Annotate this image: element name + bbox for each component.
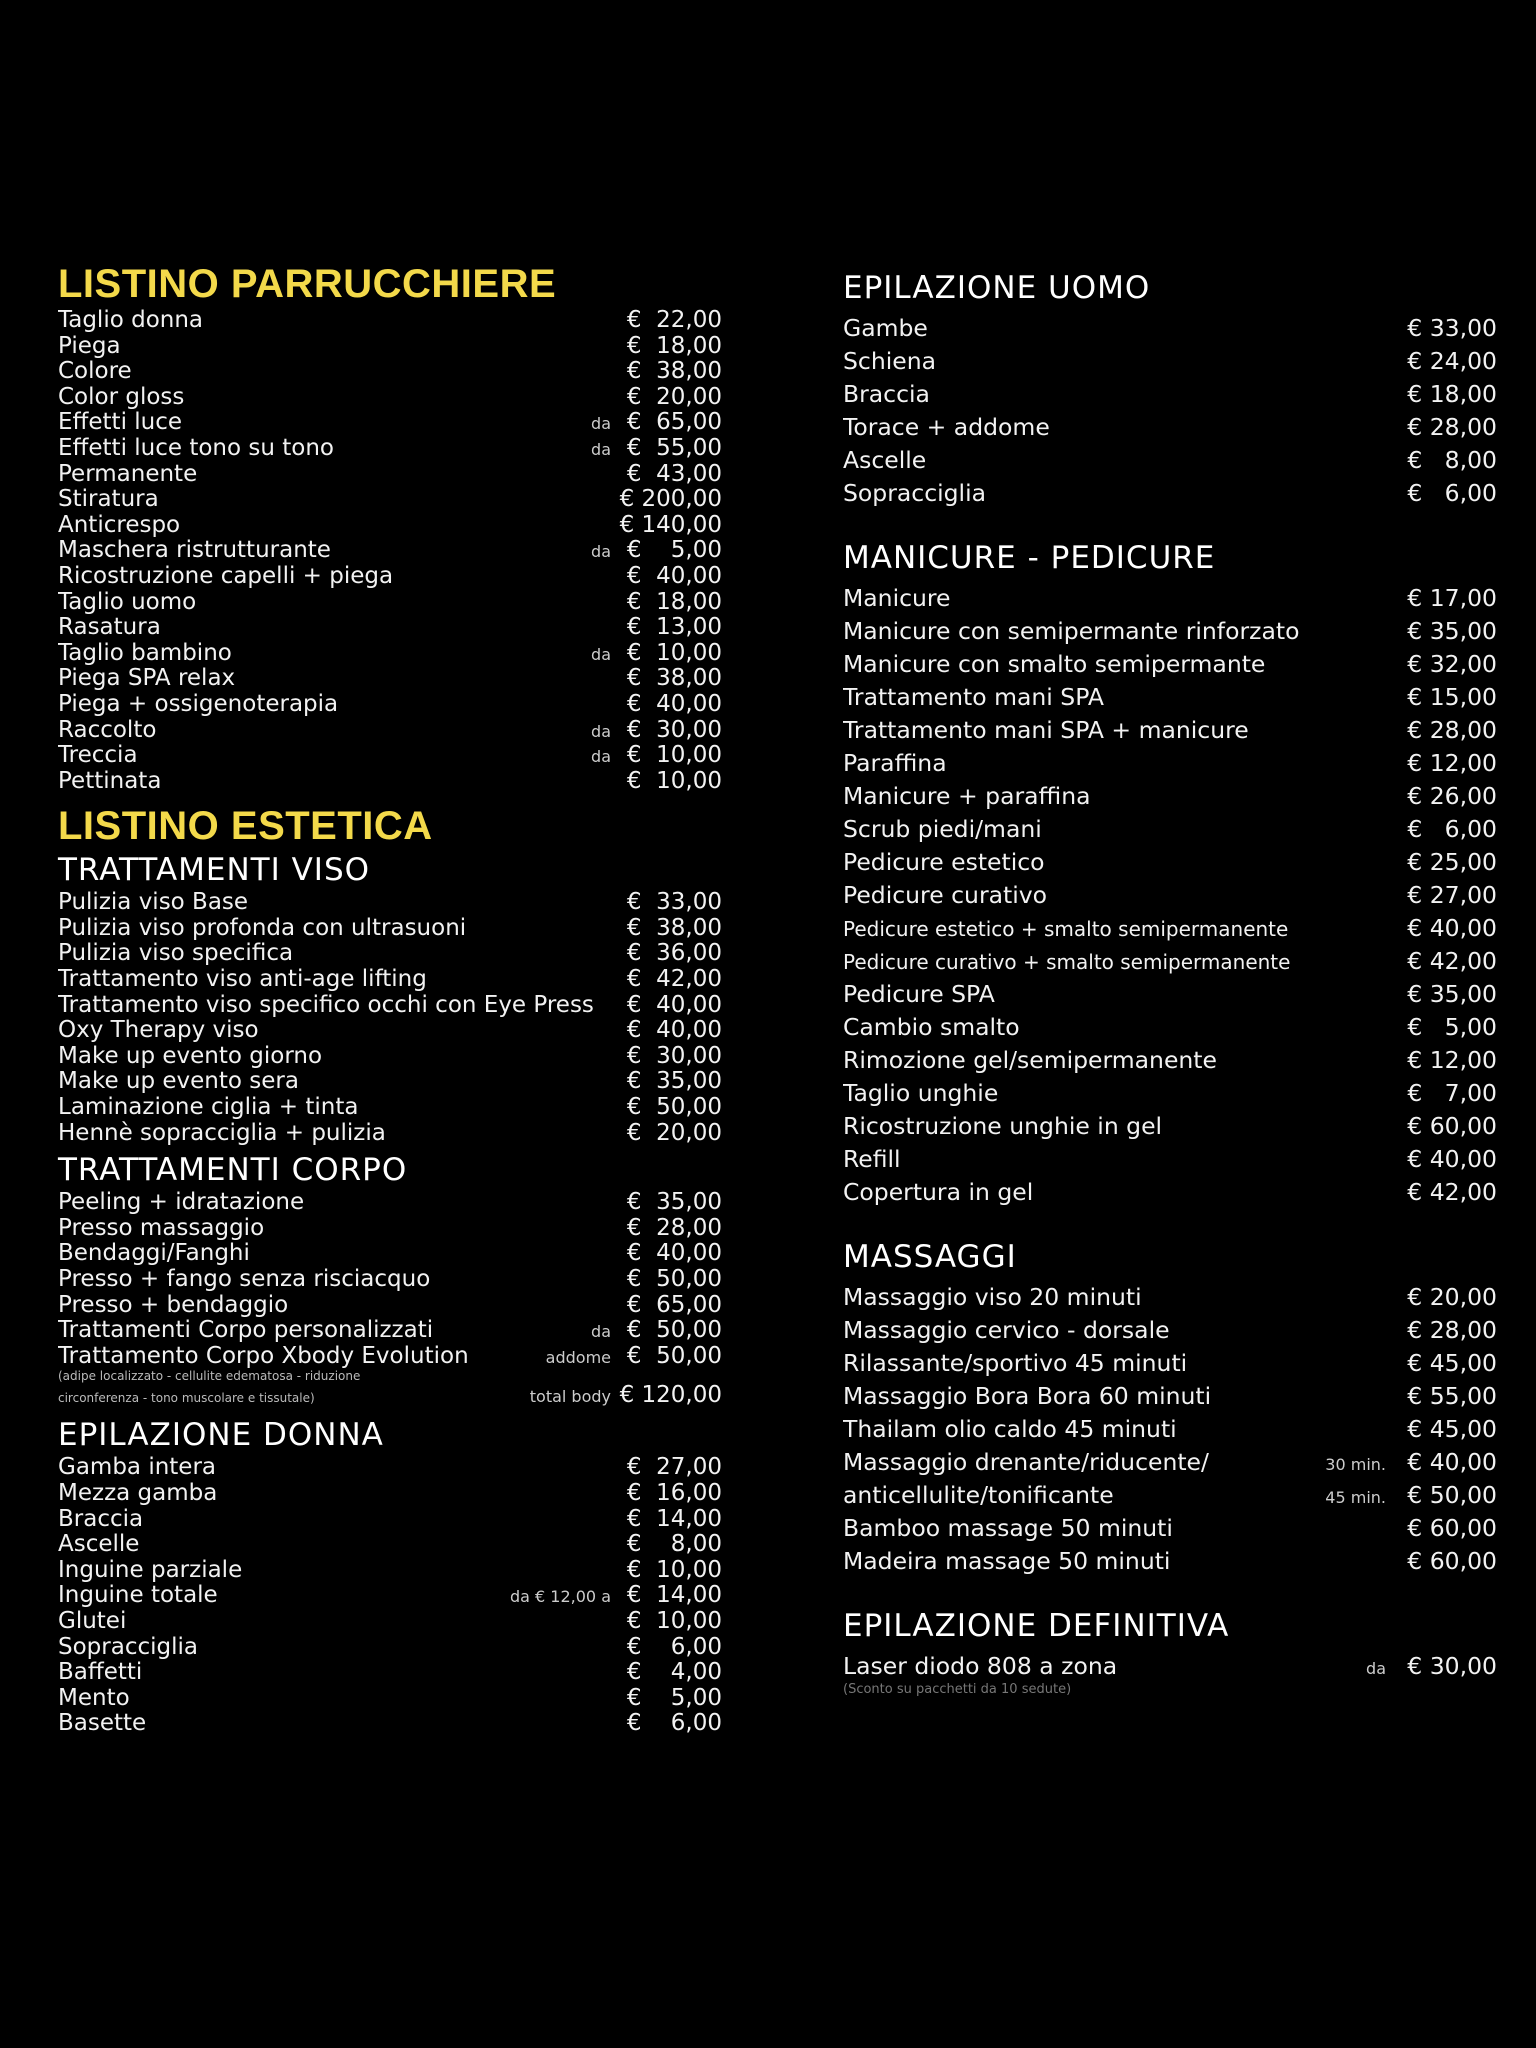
item-price: € 14,00 xyxy=(626,1582,722,1609)
item-price: € 14,00 xyxy=(626,1505,722,1532)
price-row xyxy=(58,1481,722,1507)
item-price: € 42,00 xyxy=(1407,947,1497,975)
price-prefix: addome xyxy=(545,1347,611,1367)
definitiva-note: (Sconto su pacchetti da 10 sedute) xyxy=(843,1682,1072,1697)
item-price: € 6,00 xyxy=(626,1710,722,1737)
item-price: € 60,00 xyxy=(1407,1547,1497,1575)
price-prefix: da xyxy=(591,747,611,767)
price-row xyxy=(58,1609,722,1635)
item-name: Bamboo massage 50 minuti xyxy=(843,1514,1173,1542)
price-row xyxy=(58,1216,722,1242)
item-name: Piega + ossigenoterapia xyxy=(58,691,339,717)
item-price: € 50,00 xyxy=(626,1342,722,1369)
item-price: € 22,00 xyxy=(626,307,722,333)
donna-list xyxy=(58,1455,722,1737)
item-name: Taglio unghie xyxy=(843,1079,999,1107)
item-price: € 13,00 xyxy=(626,614,722,641)
item-price: € 27,00 xyxy=(1407,881,1497,909)
section-gap xyxy=(843,510,1497,540)
item-name: Effetti luce tono su tono xyxy=(58,435,334,461)
item-name: Torace + addome xyxy=(843,413,1050,441)
item-name: Pedicure estetico + smalto semipermanente xyxy=(843,917,1289,941)
item-name: Inguine parziale xyxy=(58,1557,243,1583)
price-row xyxy=(843,615,1497,648)
item-name: Trattamento mani SPA xyxy=(843,683,1104,711)
price-row xyxy=(843,879,1497,912)
item-name: Laser diodo 808 a zona xyxy=(843,1652,1118,1680)
price-prefix: da xyxy=(591,542,611,562)
item-name: Inguine totale xyxy=(58,1583,218,1609)
item-name: Raccolto xyxy=(58,717,157,743)
item-price: € 55,00 xyxy=(1407,1382,1497,1410)
price-row xyxy=(58,1095,722,1121)
item-name: Rimozione gel/semipermanente xyxy=(843,1046,1217,1074)
definitiva-title: EPILAZIONE DEFINITIVA xyxy=(843,1608,1230,1644)
item-name: Braccia xyxy=(58,1506,144,1532)
price-row xyxy=(58,916,722,942)
item-name: Braccia xyxy=(843,380,930,408)
item-name: Effetti luce xyxy=(58,410,183,436)
price-row xyxy=(843,813,1497,846)
item-name: Madeira massage 50 minuti xyxy=(843,1547,1171,1575)
item-price: € 6,00 xyxy=(1407,479,1497,507)
item-price: € 32,00 xyxy=(1407,650,1497,678)
price-row xyxy=(843,312,1497,345)
item-name: Mezza gamba xyxy=(58,1480,218,1506)
item-price: € 28,00 xyxy=(1407,413,1497,441)
item-name: Make up evento sera xyxy=(58,1069,299,1095)
item-price: € 35,00 xyxy=(1407,980,1497,1008)
uomo-title: EPILAZIONE UOMO xyxy=(843,270,1151,306)
price-prefix: da € 12,00 a xyxy=(509,1587,611,1607)
item-price: € 40,00 xyxy=(1407,914,1497,942)
item-name: Pulizia viso profonda con ultrasuoni xyxy=(58,915,467,941)
item-name: Ricostruzione unghie in gel xyxy=(843,1112,1163,1140)
item-name: Manicure con smalto semipermante xyxy=(843,650,1266,678)
viso-list xyxy=(58,890,722,1146)
item-price: € 65,00 xyxy=(626,1291,722,1318)
item-price: € 50,00 xyxy=(626,1317,722,1344)
item-name: Stiratura xyxy=(58,487,159,513)
mani-title: MANICURE - PEDICURE xyxy=(843,540,1216,576)
item-name: Color gloss xyxy=(58,384,185,410)
price-row xyxy=(843,714,1497,747)
item-price: € 30,00 xyxy=(626,1042,722,1069)
item-name: Presso + fango senza risciacquo xyxy=(58,1267,431,1292)
item-price: € 18,00 xyxy=(626,332,722,359)
item-name: Taglio donna xyxy=(58,308,204,333)
item-name: Pulizia viso Base xyxy=(58,890,249,916)
item-name: Presso massaggio xyxy=(58,1215,265,1241)
corpo-list xyxy=(58,1190,722,1344)
item-name: Manicure xyxy=(843,584,951,612)
item-name: Taglio uomo xyxy=(58,589,197,615)
item-price: € 7,00 xyxy=(1407,1079,1497,1107)
item-price: € 35,00 xyxy=(626,1068,722,1095)
xbody-note-1: (adipe localizzato - cellulite edematosa - riduzione xyxy=(58,1369,361,1384)
item-price: € 120,00 xyxy=(619,1382,722,1409)
price-row xyxy=(843,1380,1497,1413)
xbody-row xyxy=(58,1344,722,1370)
item-price: € 8,00 xyxy=(1407,446,1497,474)
item-price: € 16,00 xyxy=(626,1479,722,1506)
item-price: € 24,00 xyxy=(1407,347,1497,375)
section-gap xyxy=(843,1578,1497,1608)
item-name: Maschera ristrutturante xyxy=(58,538,331,564)
item-name: Massaggio drenante/riducente/ xyxy=(843,1448,1209,1476)
item-name: Gambe xyxy=(843,314,928,342)
item-price: € 15,00 xyxy=(1407,683,1497,711)
price-row xyxy=(58,359,722,385)
price-row xyxy=(843,477,1497,510)
price-row xyxy=(58,334,722,360)
item-price: € 35,00 xyxy=(1407,617,1497,645)
price-row xyxy=(843,1479,1497,1512)
item-price: € 50,00 xyxy=(1407,1481,1497,1509)
xbody-note-row xyxy=(58,1369,722,1383)
item-price: € 28,00 xyxy=(626,1214,722,1241)
price-row xyxy=(58,1241,722,1267)
price-row xyxy=(58,941,722,967)
price-row xyxy=(843,912,1497,945)
price-row xyxy=(843,1110,1497,1143)
item-price: € 10,00 xyxy=(626,639,722,666)
item-name: Pettinata xyxy=(58,768,162,794)
price-row xyxy=(843,582,1497,615)
item-price: € 20,00 xyxy=(1407,1283,1497,1311)
item-name: Paraffina xyxy=(843,749,947,777)
item-price: € 42,00 xyxy=(626,966,722,993)
item-price: € 45,00 xyxy=(1407,1349,1497,1377)
item-name: Baffetti xyxy=(58,1660,143,1686)
item-name: Make up evento giorno xyxy=(58,1043,323,1069)
price-row xyxy=(843,747,1497,780)
item-name: Trattamenti Corpo personalizzati xyxy=(58,1318,434,1344)
estetica-title: LISTINO ESTETICA xyxy=(58,804,433,849)
price-row xyxy=(58,1507,722,1533)
item-price: € 10,00 xyxy=(626,742,722,769)
item-price: € 60,00 xyxy=(1407,1112,1497,1140)
item-price: € 12,00 xyxy=(1407,749,1497,777)
xbody-block xyxy=(58,1344,722,1410)
item-price: € 40,00 xyxy=(1407,1145,1497,1173)
right-column xyxy=(843,270,1497,1697)
price-row xyxy=(58,1660,722,1686)
price-row xyxy=(58,718,722,744)
item-name: Massaggio cervico - dorsale xyxy=(843,1316,1170,1344)
item-price: € 30,00 xyxy=(626,716,722,743)
price-row xyxy=(58,692,722,718)
item-price: € 10,00 xyxy=(626,1556,722,1583)
item-name: Mento xyxy=(58,1685,130,1711)
price-row xyxy=(58,1018,722,1044)
price-row xyxy=(843,1512,1497,1545)
item-price: € 55,00 xyxy=(626,434,722,461)
item-name: Treccia xyxy=(58,743,138,769)
item-price: € 43,00 xyxy=(626,460,722,487)
price-row xyxy=(58,743,722,769)
item-price: € 45,00 xyxy=(1407,1415,1497,1443)
price-row xyxy=(58,1558,722,1584)
price-row xyxy=(58,1583,722,1609)
price-row xyxy=(58,462,722,488)
item-price: € 65,00 xyxy=(626,409,722,436)
item-price: € 35,00 xyxy=(626,1189,722,1216)
price-prefix: da xyxy=(591,439,611,459)
item-name: Rilassante/sportivo 45 minuti xyxy=(843,1349,1188,1377)
item-name: Refill xyxy=(843,1145,901,1173)
item-price: € 25,00 xyxy=(1407,848,1497,876)
price-row xyxy=(58,1711,722,1737)
price-row xyxy=(843,648,1497,681)
item-price: € 5,00 xyxy=(626,537,722,564)
price-row xyxy=(58,1121,722,1147)
item-price: € 38,00 xyxy=(626,665,722,692)
price-row xyxy=(58,1044,722,1070)
price-prefix: da xyxy=(591,721,611,741)
viso-title: TRATTAMENTI VISO xyxy=(58,852,371,889)
massaggi-title: MASSAGGI xyxy=(843,1239,1017,1275)
item-name: Scrub piedi/mani xyxy=(843,815,1042,843)
item-price: € 36,00 xyxy=(626,940,722,967)
price-row xyxy=(843,945,1497,978)
item-name: Pulizia viso specifica xyxy=(58,941,294,967)
item-price: € 28,00 xyxy=(1407,716,1497,744)
massaggi-list xyxy=(843,1281,1497,1578)
item-price: € 17,00 xyxy=(1407,584,1497,612)
item-name: Hennè sopracciglia + pulizia xyxy=(58,1120,386,1146)
item-name: Pedicure SPA xyxy=(843,980,995,1008)
price-row xyxy=(843,1077,1497,1110)
item-name: Trattamento viso specifico occhi con Eye Press xyxy=(58,992,594,1018)
price-row xyxy=(843,378,1497,411)
xbody-note-2: circonferenza - tono muscolare e tissutale) xyxy=(58,1391,315,1406)
price-prefix: 30 min. xyxy=(1325,1455,1386,1474)
item-price: € 6,00 xyxy=(626,1633,722,1660)
xbody-row-2 xyxy=(58,1383,722,1409)
price-row xyxy=(843,978,1497,1011)
item-name: Presso + bendaggio xyxy=(58,1292,289,1318)
section-gap xyxy=(843,1209,1497,1239)
price-row xyxy=(58,641,722,667)
item-price: € 26,00 xyxy=(1407,782,1497,810)
item-name: Pedicure curativo xyxy=(843,881,1048,909)
price-row xyxy=(843,444,1497,477)
item-name: Taglio bambino xyxy=(58,640,232,666)
price-row xyxy=(58,538,722,564)
uomo-list xyxy=(843,312,1497,510)
price-prefix: da xyxy=(1366,1659,1386,1678)
price-row xyxy=(843,1545,1497,1578)
item-name: Cambio smalto xyxy=(843,1013,1020,1041)
item-price: € 8,00 xyxy=(626,1531,722,1558)
price-row xyxy=(843,1281,1497,1314)
item-name: Trattamento mani SPA + manicure xyxy=(843,716,1249,744)
item-price: € 20,00 xyxy=(626,1119,722,1146)
item-price: € 6,00 xyxy=(1407,815,1497,843)
price-row xyxy=(58,436,722,462)
item-name: Ascelle xyxy=(58,1532,140,1558)
donna-title: EPILAZIONE DONNA xyxy=(58,1417,384,1454)
item-name: anticellulite/tonificante xyxy=(843,1481,1114,1509)
item-name: Copertura in gel xyxy=(843,1178,1034,1206)
price-row xyxy=(58,1293,722,1319)
item-price: € 18,00 xyxy=(626,588,722,615)
corpo-title: TRATTAMENTI CORPO xyxy=(58,1152,408,1189)
price-row xyxy=(58,1455,722,1481)
item-name: Sopracciglia xyxy=(58,1634,198,1660)
item-price: € 10,00 xyxy=(626,1607,722,1634)
item-price: € 33,00 xyxy=(626,889,722,916)
item-name: Oxy Therapy viso xyxy=(58,1018,259,1044)
price-prefix: total body xyxy=(529,1387,611,1407)
item-price: € 38,00 xyxy=(626,914,722,941)
price-row xyxy=(843,345,1497,378)
item-name: Laminazione ciglia + tinta xyxy=(58,1095,359,1121)
item-price: € 42,00 xyxy=(1407,1178,1497,1206)
item-price: € 18,00 xyxy=(1407,380,1497,408)
item-name: Pedicure curativo + smalto semipermanente xyxy=(843,950,1291,974)
item-price: € 28,00 xyxy=(1407,1316,1497,1344)
item-name: Piega xyxy=(58,333,121,359)
item-price: € 40,00 xyxy=(626,1017,722,1044)
price-row xyxy=(58,769,722,795)
left-column xyxy=(58,262,722,1737)
price-prefix: da xyxy=(591,414,611,434)
price-prefix: da xyxy=(591,1322,611,1342)
item-name: Trattamento viso anti-age lifting xyxy=(58,967,427,993)
price-row xyxy=(843,780,1497,813)
item-price: € 40,00 xyxy=(626,1240,722,1267)
item-name: Pedicure estetico xyxy=(843,848,1045,876)
item-name: Trattamento Corpo Xbody Evolution xyxy=(58,1343,469,1369)
price-row xyxy=(58,1635,722,1661)
item-name: Basette xyxy=(58,1711,147,1737)
item-price: € 30,00 xyxy=(1407,1652,1497,1680)
item-name: Massaggio Bora Bora 60 minuti xyxy=(843,1382,1212,1410)
price-row xyxy=(58,1532,722,1558)
price-row xyxy=(58,513,722,539)
item-name: Colore xyxy=(58,359,132,385)
item-price: € 27,00 xyxy=(626,1454,722,1481)
price-row xyxy=(843,1044,1497,1077)
price-row xyxy=(843,1011,1497,1044)
price-row xyxy=(843,1347,1497,1380)
price-row xyxy=(843,1143,1497,1176)
price-row xyxy=(843,1176,1497,1209)
item-name: Piega SPA relax xyxy=(58,666,236,692)
price-row xyxy=(843,1446,1497,1479)
price-row xyxy=(58,890,722,916)
item-name: Gamba intera xyxy=(58,1455,217,1481)
item-name: Glutei xyxy=(58,1608,127,1634)
item-price: € 50,00 xyxy=(626,1094,722,1121)
item-price: € 60,00 xyxy=(1407,1514,1497,1542)
item-price: € 12,00 xyxy=(1407,1046,1497,1074)
price-row xyxy=(843,1650,1497,1683)
item-name: Manicure con semipermante rinforzato xyxy=(843,617,1300,645)
item-name: Massaggio viso 20 minuti xyxy=(843,1283,1142,1311)
item-name: Anticrespo xyxy=(58,512,181,538)
price-row xyxy=(843,846,1497,879)
price-row xyxy=(58,590,722,616)
item-name: Manicure + paraffina xyxy=(843,782,1091,810)
price-row xyxy=(58,564,722,590)
price-row xyxy=(58,1686,722,1712)
price-row xyxy=(843,681,1497,714)
price-row xyxy=(843,411,1497,444)
price-row xyxy=(58,967,722,993)
price-row xyxy=(58,308,722,334)
price-row xyxy=(58,993,722,1019)
item-name: Sopracciglia xyxy=(843,479,987,507)
item-price: € 50,00 xyxy=(626,1266,722,1292)
item-name: Bendaggi/Fanghi xyxy=(58,1241,250,1267)
item-name: Rasatura xyxy=(58,615,161,641)
parrucchiere-list xyxy=(58,308,722,794)
item-price: € 40,00 xyxy=(626,991,722,1018)
parrucchiere-title: LISTINO PARRUCCHIERE xyxy=(58,262,557,306)
price-row xyxy=(58,1069,722,1095)
price-row xyxy=(58,1318,722,1344)
item-price: € 5,00 xyxy=(626,1684,722,1711)
item-price: € 4,00 xyxy=(626,1659,722,1686)
item-price: € 33,00 xyxy=(1407,314,1497,342)
price-prefix: da xyxy=(591,644,611,664)
price-row xyxy=(58,615,722,641)
item-price: € 200,00 xyxy=(619,486,722,513)
item-price: € 5,00 xyxy=(1407,1013,1497,1041)
definitiva-list xyxy=(843,1650,1497,1683)
price-row xyxy=(58,487,722,513)
price-row xyxy=(58,1190,722,1216)
item-name: Permanente xyxy=(58,461,198,487)
item-price: € 140,00 xyxy=(619,511,722,538)
item-name: Thailam olio caldo 45 minuti xyxy=(843,1415,1177,1443)
price-row xyxy=(58,410,722,436)
price-row xyxy=(843,1314,1497,1347)
item-name: Peeling + idratazione xyxy=(58,1190,305,1216)
price-prefix: 45 min. xyxy=(1325,1488,1386,1507)
mani-list xyxy=(843,582,1497,1209)
item-price: € 40,00 xyxy=(626,690,722,717)
item-price: € 38,00 xyxy=(626,358,722,385)
item-price: € 40,00 xyxy=(626,562,722,589)
price-row xyxy=(58,1267,722,1293)
price-row xyxy=(843,1413,1497,1446)
item-name: Ascelle xyxy=(843,446,927,474)
price-row xyxy=(58,666,722,692)
item-name: Schiena xyxy=(843,347,937,375)
item-name: Ricostruzione capelli + piega xyxy=(58,563,394,589)
price-row xyxy=(58,385,722,411)
item-price: € 10,00 xyxy=(626,767,722,794)
item-price: € 20,00 xyxy=(626,383,722,410)
item-price: € 40,00 xyxy=(1407,1448,1497,1476)
